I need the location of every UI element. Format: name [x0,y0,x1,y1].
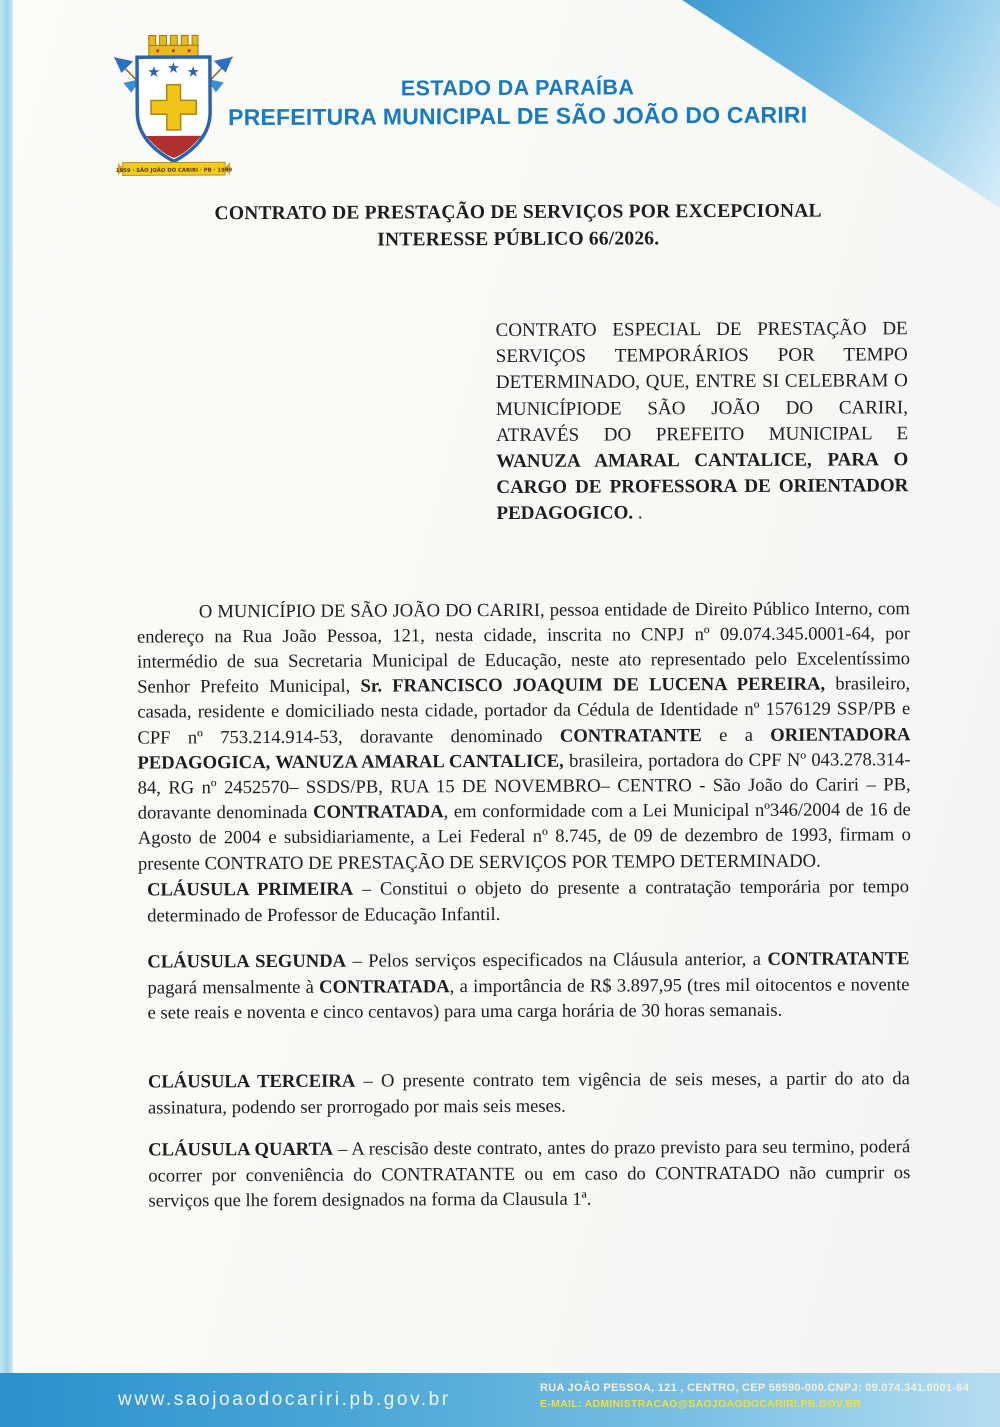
footer-website: www.saojoaodocariri.pb.gov.br [118,1389,451,1410]
header-municipality-line: PREFEITURA MUNICIPAL DE SÃO JOÃO DO CARIRI [228,101,808,131]
municipal-crest-icon [109,21,238,178]
crest-ribbon-text: 1959 · SÃO JOÃO DO CARIRI · PB · 1999 [115,167,233,175]
footer-contact-block [540,1382,984,1410]
footer-email-line: E-MAIL: ADMINISTRACAO@SAOJOAODOCARIRI.PB.GOV.BR [540,1398,862,1410]
footer-address-line: RUA JOÃO PESSOA, 121 , CENTRO, CEP 58590-000.CNPJ: 09.074.341.0001-64 [540,1382,970,1394]
scan-left-blue-strip [0,0,13,1427]
contract-epigraph: CONTRATO ESPECIAL DE PRESTAÇÃO DE SERVIÇOS TEMPORÁRIOS POR TEMPO DETERMINADO, QUE, ENTRE SI CELEBRAM O MUNICÍPIODE SÃO JOÃO DO CARIRI, ATRAVÉS DO PREFEITO MUNICIPAL E WANUZA AMARAL CANTALICE, PARA O CARGO DE PROFESSORA DE ORIENTADOR PEDAGOGICO. . [495,318,909,525]
contract-title: CONTRATO DE PRESTAÇÃO DE SERVIÇOS POR EXCEPCIONAL INTERESSE PÚBLICO 66/2026. [214,200,822,251]
clause-primeira: CLÁUSULA PRIMEIRA – Constitui o objeto do presente a contratação temporária por tempo determinado de Professor de Educação Infantil. [147,876,910,927]
svg-text:★: ★ [147,63,161,81]
svg-text:★: ★ [166,59,181,77]
clause-quarta: CLÁUSULA QUARTA – A rescisão deste contrato, antes do prazo previsto para seu termino, poderá ocorrer por conveniência do CONTRATANTE ou em caso do CONTRATADO não cumprir os serviços que lhe forem designados na forma da Clausula 1ª. [148,1136,911,1212]
footer-bar [0,1373,1000,1427]
header-state-line: ESTADO DA PARAÍBA [400,75,635,101]
clause-terceira: CLÁUSULA TERCEIRA – O presente contrato tem vigência de seis meses, a partir do ato da assinatura, podendo ser prorrogado por mais seis meses. [147,1068,910,1119]
svg-text:★: ★ [186,63,200,81]
clause-segunda: CLÁUSULA SEGUNDA – Pelos serviços especificados na Cláusula anterior, a CONTRATANTE pagará mensalmente à CONTRATADA, a importância de R$ 3.897,95 (tres mil oitocentos e novente e sete reais e noventa e cinco centavos) para uma carga horária de 30 horas semanais. [147,948,910,1024]
contract-preamble: O MUNICÍPIO DE SÃO JOÃO DO CARIRI, pessoa entidade de Direito Público Interno, com endereço na Rua João Pessoa, 121, nesta cidade, inscrita no CNPJ nº 09.074.345.0001-64, por intermédio de sua Secretaria Municipal de Educação, neste ato representado pelo Excelentíssimo Senhor Prefeito Municipal, Sr. FRANCISCO JOAQUIM DE LUCENA PEREIRA, brasileiro, casada, residente e domiciliado nesta cidade, portador da Cédula de Identidade nº 1576129 SSP/PB e CPF nº 753.214.914-53, doravante denominado CONTRATANTE e a ORIENTADORA PEDAGOGICA, WANUZA AMARAL CANTALICE, brasileira, portadora do CPF Nº 043.278.314-84, RG nº 2452570– SSDS/PB, RUA 15 DE NOVEMBRO– CENTRO - São João do Cariri – PB, doravante denominada CONTRATADA, em conformidade com a Lei Municipal nº346/2004 de 16 de Agosto de 2004 e subsidiariamente, a Lei Federal nº 8.745, de 09 de dezembro de 1993, firmam o presente CONTRATO DE PRESTAÇÃO DE SERVIÇOS POR TEMPO DETERMINADO. [136,597,911,875]
